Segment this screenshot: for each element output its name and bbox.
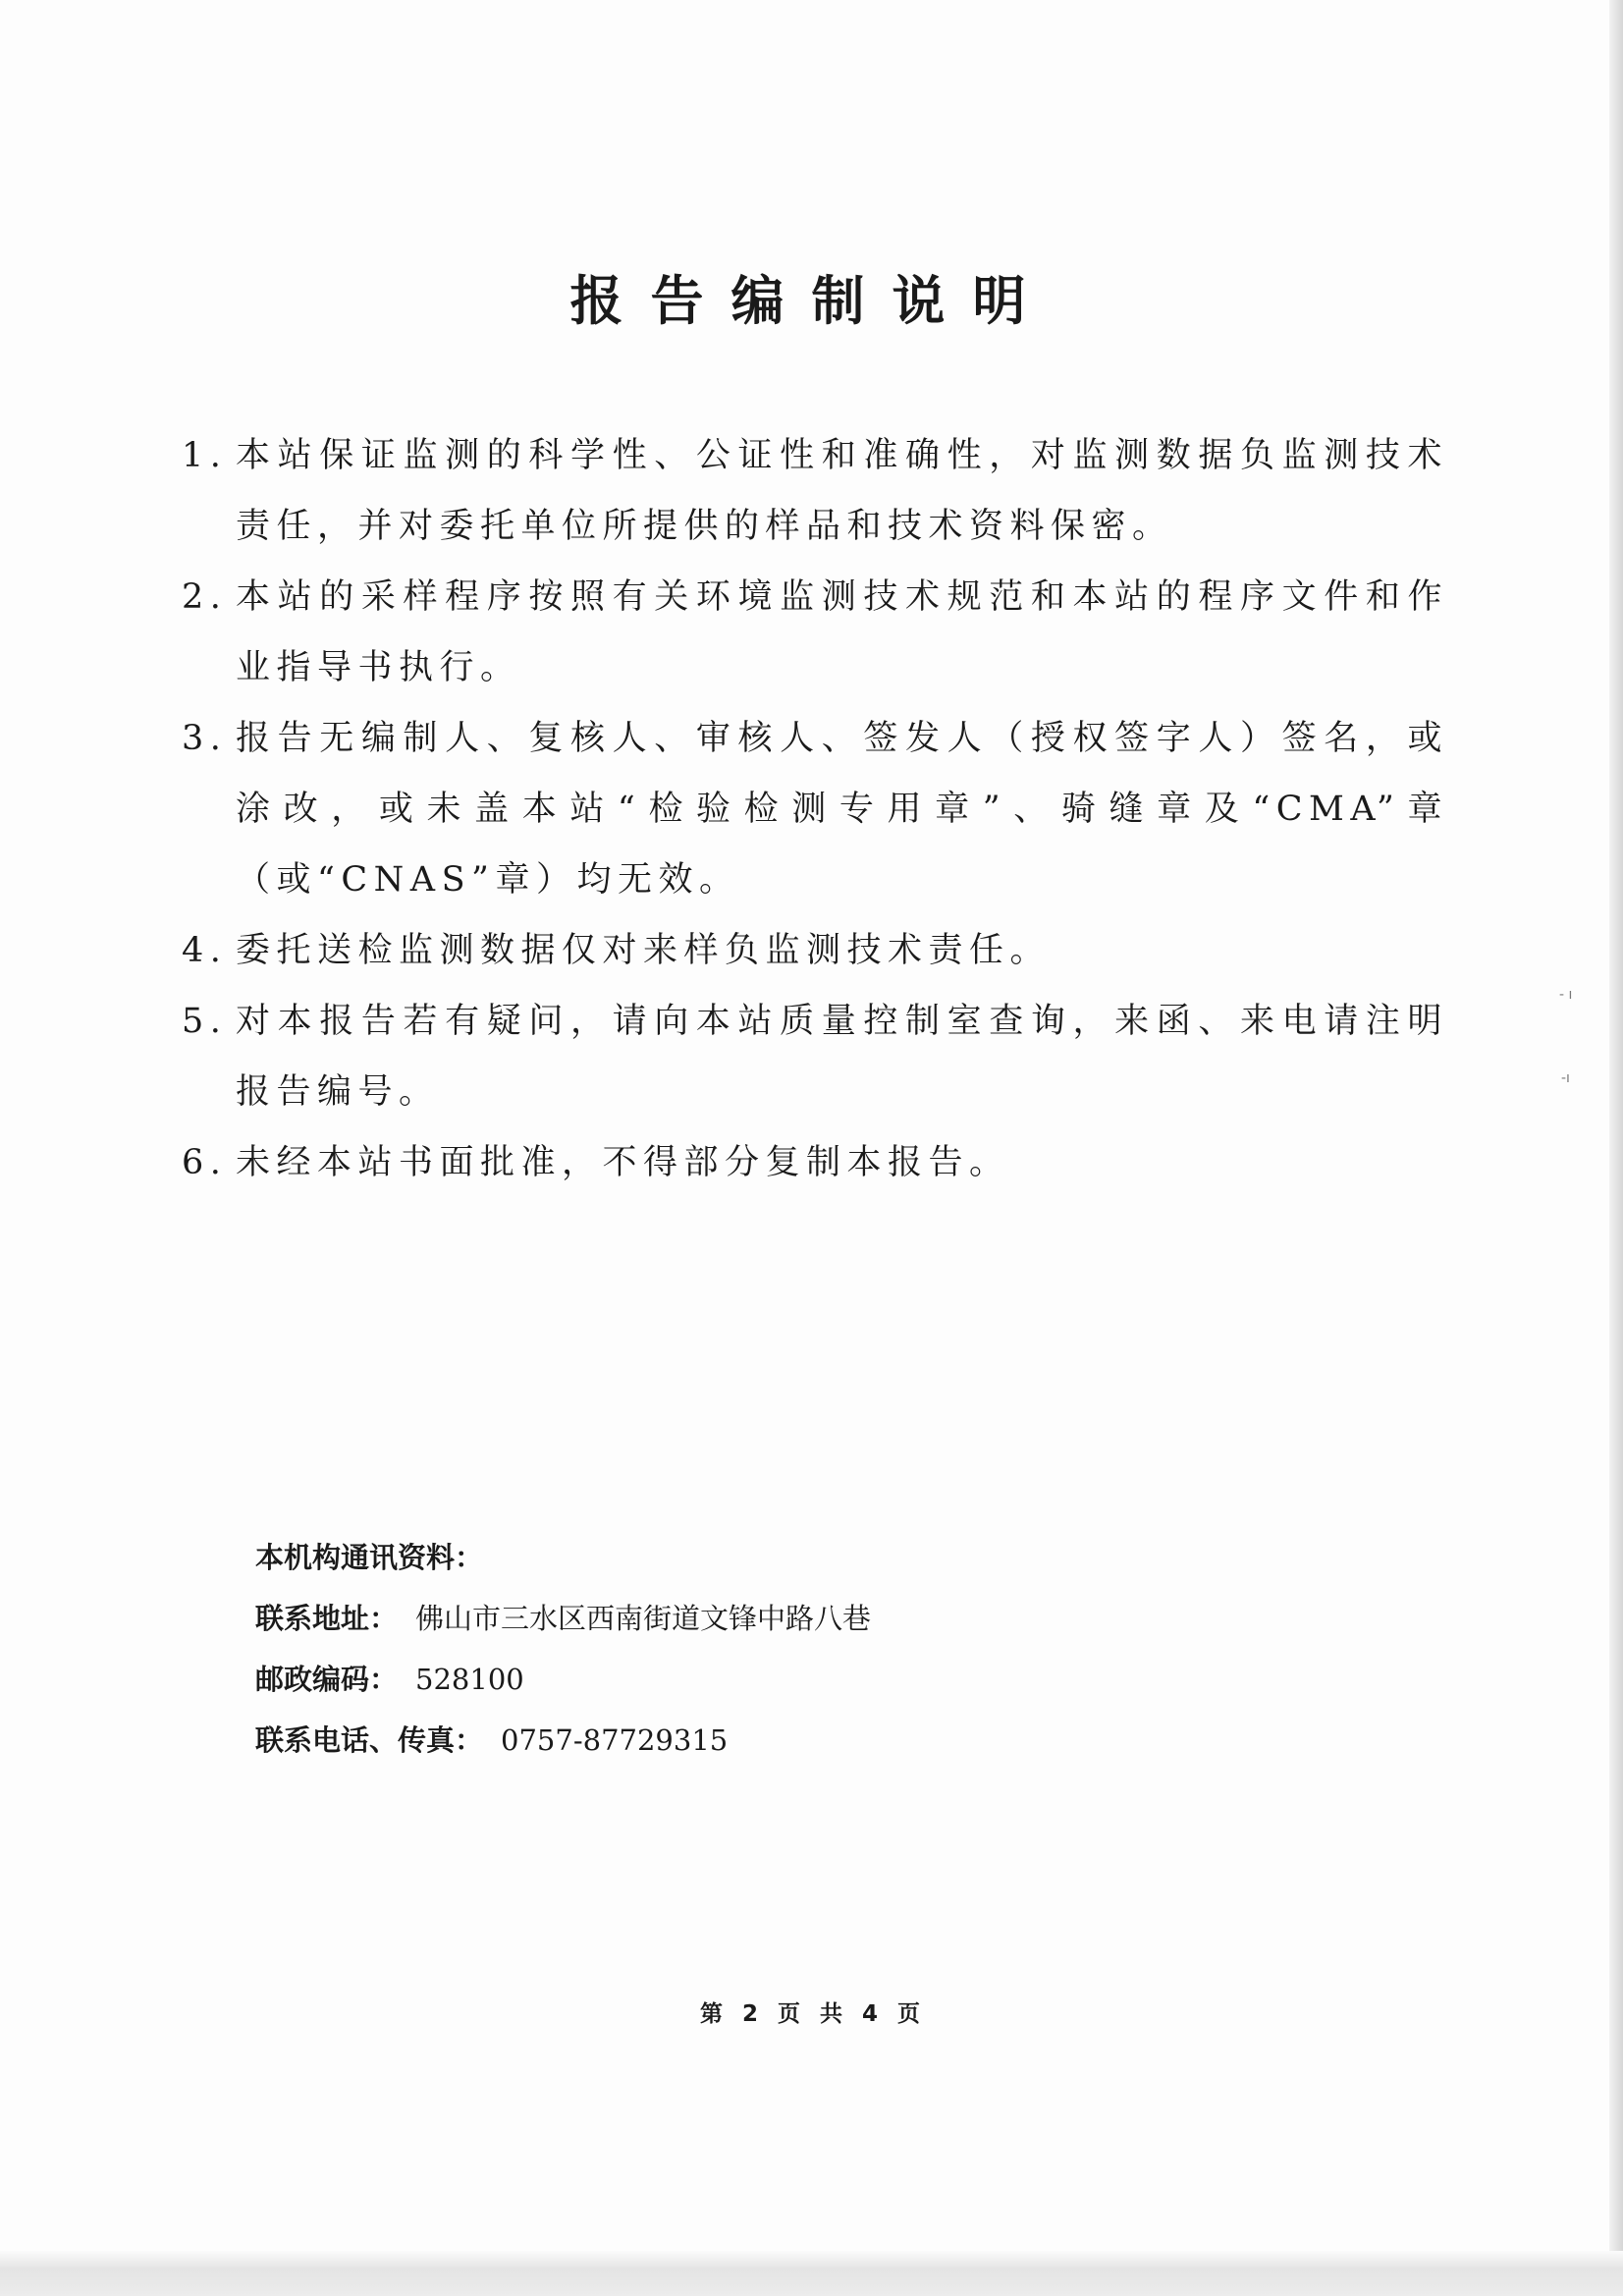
contact-address-row [255, 1588, 1139, 1649]
note-item [182, 986, 1448, 1127]
phone-fax-label: 联系电话、传真： [255, 1723, 484, 1757]
note-text: 报告无编制人、复核人、审核人、签发人（授权签字人）签名，或涂改，或未盖本站“检验检测专用章”、骑缝章及“CMA”章（或“CNAS”章）均无效。 [236, 719, 1448, 900]
note-text: 本站的采样程序按照有关环境监测技术规范和本站的程序文件和作业指导书执行。 [236, 577, 1448, 687]
contact-phone-row [255, 1710, 1139, 1771]
address-label: 联系地址： [255, 1602, 399, 1635]
note-text: 本站保证监测的科学性、公证性和准确性，对监测数据负监测技术责任，并对委托单位所提供的样品和技术资料保密。 [236, 436, 1448, 546]
note-number: 1. [182, 436, 228, 475]
page-title: 报告编制说明 [569, 270, 1054, 333]
note-number: 4. [182, 931, 228, 970]
note-number: 5. [182, 1002, 228, 1041]
contact-info [255, 1527, 1139, 1771]
contact-heading: 本机构通讯资料： [255, 1541, 484, 1574]
postal-code-value: 528100 [415, 1663, 524, 1696]
address-value: 佛山市三水区西南街道文锋中路八巷 [415, 1602, 872, 1635]
scan-speck: - ı [1559, 987, 1573, 1003]
contact-postal-row [255, 1649, 1139, 1710]
note-number: 3. [182, 719, 228, 758]
phone-fax-value: 0757-87729315 [501, 1723, 729, 1757]
scan-edge-bottom [0, 2251, 1623, 2296]
notes-list [182, 420, 1448, 1198]
note-item [182, 1127, 1448, 1198]
note-text: 对本报告若有疑问，请向本站质量控制室查询，来函、来电请注明报告编号。 [236, 1002, 1448, 1112]
page-number: 第 2 页 共 4 页 [699, 2001, 924, 2027]
note-number: 2. [182, 577, 228, 617]
note-text: 未经本站书面批准，不得部分复制本报告。 [236, 1143, 1010, 1182]
note-number: 6. [182, 1143, 228, 1182]
note-item [182, 562, 1448, 703]
note-text: 委托送检监测数据仅对来样负监测技术责任。 [236, 931, 1052, 970]
scan-speck: -ı [1561, 1070, 1570, 1086]
scan-edge-right [1609, 0, 1623, 2296]
note-item [182, 420, 1448, 562]
postal-code-label: 邮政编码： [255, 1663, 399, 1696]
note-item [182, 703, 1448, 915]
note-item [182, 915, 1448, 986]
